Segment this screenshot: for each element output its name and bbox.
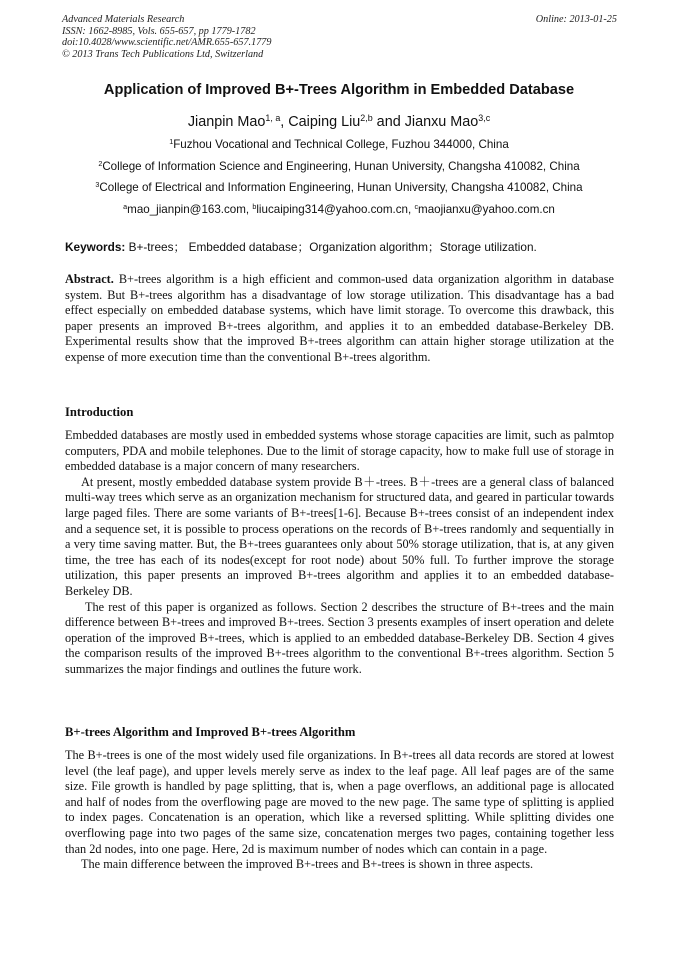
keywords <box>65 238 615 255</box>
affiliation-superscript: 2 <box>98 159 103 169</box>
journal-name: Advanced Materials Research <box>62 14 185 25</box>
author-separator: , <box>280 114 289 130</box>
section-body <box>65 428 614 678</box>
keywords-label: Keywords: <box>65 240 126 254</box>
email-superscript: a <box>123 202 128 212</box>
issn-line: ISSN: 1662-8985, Vols. 655-657, pp 1779-1782 <box>62 25 256 37</box>
email-superscript: b <box>252 202 257 212</box>
author-superscript: 2,b <box>360 113 373 124</box>
affiliation-text: College of Information Science and Engineering, Hunan University, Changsha 410082, China <box>102 160 580 173</box>
email-text: maojianxu@yahoo.com.cn <box>418 203 555 216</box>
author-superscript: 1, a <box>265 113 281 124</box>
affiliation-text: College of Electrical and Information Engineering, Hunan University, Changsha 410082, China <box>99 181 583 194</box>
affiliation-3 <box>0 181 678 194</box>
affiliation-1 <box>0 138 678 151</box>
abstract-label: Abstract. <box>65 272 114 286</box>
author-list <box>0 114 678 130</box>
affiliation-2 <box>0 160 678 173</box>
author-name: Caiping Liu <box>288 114 361 130</box>
section-heading: Introduction <box>65 405 134 419</box>
author-superscript: 3,c <box>478 113 491 124</box>
paper-title: Application of Improved B+-Trees Algorithm in Embedded Database <box>103 82 575 98</box>
affiliation-text: Fuzhou Vocational and Technical College, Fuzhou 344000, China <box>173 138 509 151</box>
section-heading: B+-trees Algorithm and Improved B+-trees Algorithm <box>65 725 356 739</box>
abstract-text: B+-trees algorithm is a high efficient and common-used data organization algorithm in database system. But B+-trees algorithm has a disadvantage of low storage utilization. This disadvantage has a bad effect especially on embedded database systems, which have limit storage. To overcome this drawback, this paper presents an improved B+-trees algorithm, and applies it to an embedded database-Berkeley DB. Experimental results show that the improved B+-trees algorithm can attain higher storage utilization at the expense of more execution time than the conventional B+-trees algorithm. <box>65 272 614 364</box>
section-body <box>65 748 614 873</box>
author-separator: and <box>372 114 405 130</box>
email-line <box>0 203 678 216</box>
abstract <box>65 272 614 366</box>
paragraph: The main difference between the improved B+-trees and B+-trees is shown in three aspects. <box>81 857 534 872</box>
paragraph: The rest of this paper is organized as follows. Section 2 describes the structure of B+-trees and the main difference between B+-trees and improved B+-trees. Section 3 presents examples of insert operation and delete operation of the improved B+-trees, which is applied to an embedded database-Berkeley DB. Section 4 gives the comparison results of the improved B+-trees algorithm to the conventional B+-trees algorithm. Section 5 summarizes the major findings and outlines the future work. <box>65 599 614 676</box>
journal-header <box>62 14 617 60</box>
doi-line: doi:10.4028/www.scientific.net/AMR.655-657.1779 <box>62 37 272 49</box>
keywords-text: B+-trees； Embedded database；Organization algorithm；Storage utilization. <box>125 240 537 254</box>
paragraph: Embedded databases are mostly used in embedded systems whose storage capacities are limit, such as palmtop computers, PDA and mobile telephones. Due to the limit of storage capacity, how to make full use of storage in embedded database is a major concern of many researchers. <box>65 428 614 474</box>
copyright-line: © 2013 Trans Tech Publications Ltd, Switzerland <box>62 48 264 60</box>
affiliation-superscript: 1 <box>169 137 174 147</box>
author-name: Jianpin Mao <box>187 114 266 130</box>
email-superscript: c <box>414 202 419 212</box>
author-name: Jianxu Mao <box>404 114 479 130</box>
online-date: Online: 2013-01-25 <box>535 14 617 25</box>
affiliation-superscript: 3 <box>95 180 100 190</box>
email-text: liucaiping314@yahoo.com.cn, <box>256 203 415 216</box>
paragraph: The B+-trees is one of the most widely used file organizations. In B+-trees all data records are stored at lowest level (the leaf page), and upper levels merely serve as index to the leaf page. All leaf pages are of the same size. File growth is handled by page splitting, that is, when a page overflows, an additional page is allocated and half of nodes from the overflowing page are moved to the new page. The same type of splitting is applied to index pages. Concatenation is an operation, which like a reversed splitting. While splitting divides one overflowing page into two pages of the same size, concatenation merges two pages, containing together less than 2d nodes, into one page. Here, 2d is maximum number of nodes which can contain in a page. <box>65 748 614 856</box>
email-text: mao_jianpin@163.com, <box>127 203 253 216</box>
paragraph: At present, mostly embedded database system provide B＋-trees. B＋-trees are a general class of balanced multi-way trees which serve as an organization mechanism for structured data, and geared in particular towards large paged files. There are some variants of B+-trees[1-6]. Because B+-trees consist of an independent index and a sequence set, it is possible to process operations on the records of B+-trees randomly and sequentially in a very time saving matter. But, the B+-trees guarantees only about 50% storage utilization, that is, at any given time, the tree has each of its nodes(except for root node) about 50% full. To further improve the storage utilization, this paper presents an improved B+-trees algorithm and applies it to an embedded database-Berkeley DB. <box>65 474 614 598</box>
